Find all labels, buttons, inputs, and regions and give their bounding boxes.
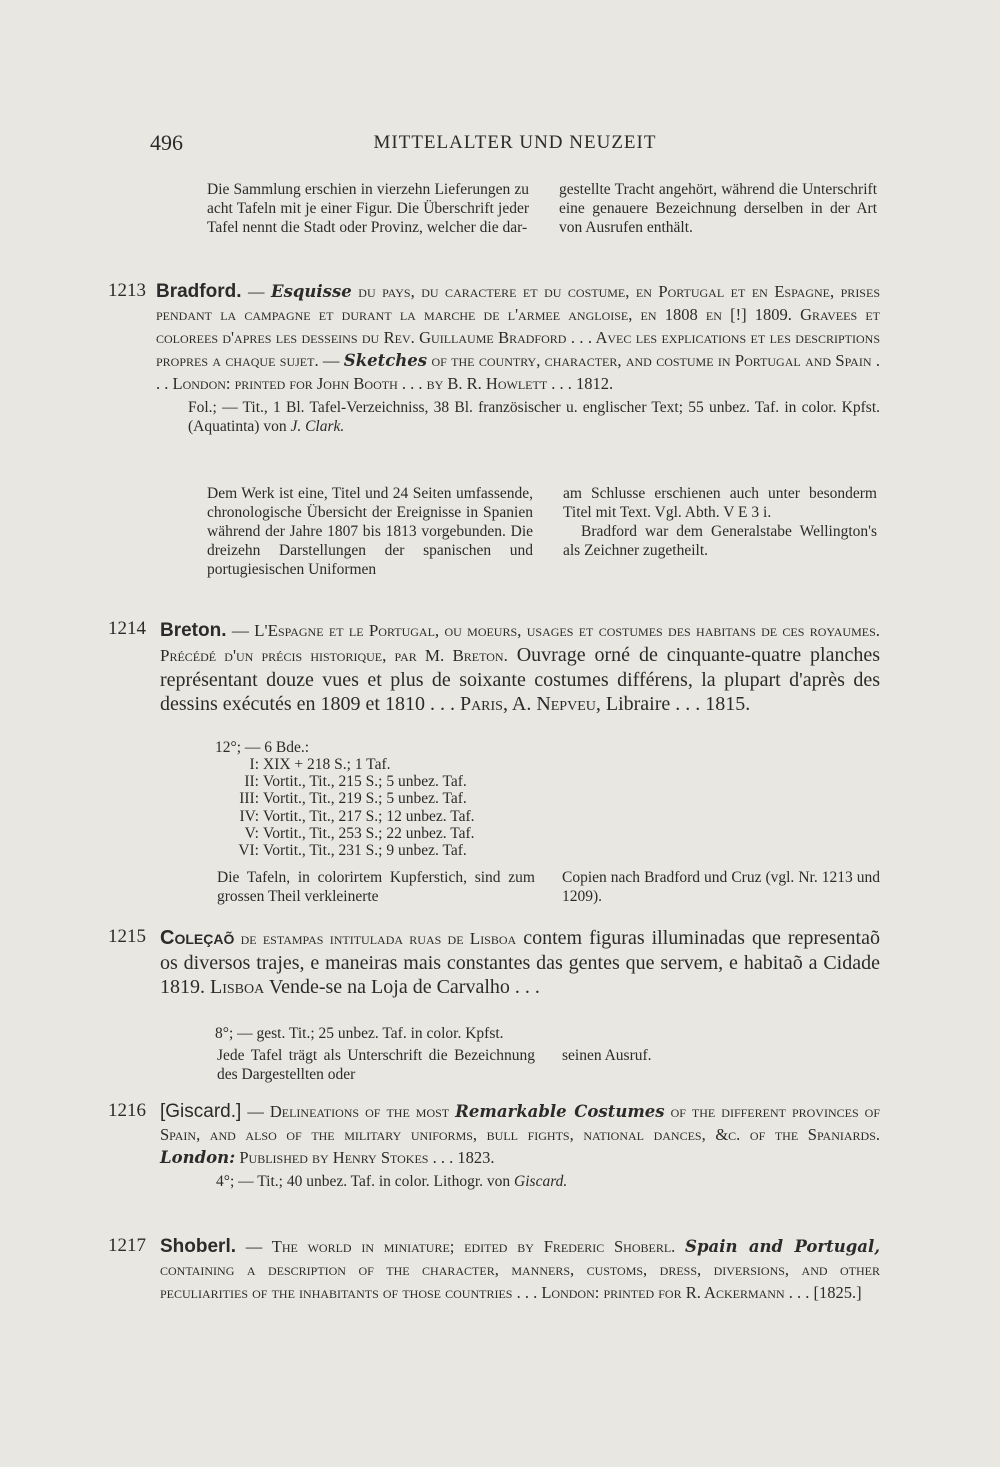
volume-row: V: Vortit., Tit., 253 S.; 22 unbez. Taf.: [244, 824, 475, 842]
note-left: Dem Werk ist eine, Titel und 24 Seiten umfassende, chronologische Übersicht der Ereignisse in Spanien während der Jahre 1807 bis 1813 vorgebunden. Die dreizehn Darstellungen der spanischen und portugiesischen Uniformen: [207, 485, 533, 578]
intro-left: Die Sammlung erschien in vierzehn Lieferungen zu acht Tafeln mit je einer Figur. Die Überschrift jeder Tafel nennt die Stadt oder Provinz, welcher die dar-: [207, 181, 529, 236]
title-word: Coleçaõ: [160, 927, 235, 949]
entry-1214-notes: [217, 868, 880, 906]
entry-title: Coleçaõ de estampas intitulada ruas de Lisboa contem figuras illuminadas que representaõ os diversos trajes, e maneiras mais constantes das gentes que servem, e habitaõ a Cidade 1819. Lisboa Vende-se na Loja de Carvalho . . .: [160, 927, 880, 998]
blackletter-word: Esquisse: [271, 282, 352, 301]
note-left: Jede Tafel trägt als Unterschrift die Bezeichnung des Dargestellten oder: [217, 1047, 535, 1083]
entry-number: 1213: [108, 280, 146, 301]
entry-1213: [108, 280, 880, 436]
note-right: am Schlusse erschienen auch unter besonderm Titel mit Text. Vgl. Abth. V E 3 i.: [563, 485, 877, 521]
entry-1215-notes: [217, 1046, 880, 1084]
page-number: 496: [150, 130, 183, 155]
note-left: Die Tafeln, in colorirtem Kupferstich, sind zum grossen Theil verkleinerte: [217, 869, 535, 905]
volume-list: [213, 756, 475, 859]
intro-note: [207, 180, 877, 237]
collation: Fol.; — Tit., 1 Bl. Tafel-Verzeichniss, 38 Bl. französischer u. englischer Text; 55 unbez. Taf. in color. Kpfst. (Aquatinta) von J. Clark.: [188, 399, 880, 435]
blackletter-word: Remarkable Costumes: [455, 1102, 665, 1121]
entry-number: 1216: [108, 1100, 146, 1121]
entry-number: 1215: [108, 926, 146, 947]
running-header: [150, 130, 880, 160]
volume-row: II: Vortit., Tit., 215 S.; 5 unbez. Taf.: [244, 773, 467, 791]
entry-title: Breton. — L'Espagne et le Portugal, ou moeurs, usages et costumes des habitans de ces royaumes. Précédé d'un précis historique, par M. Breton. Ouvrage orné de cinquante-quatre planches représentant douze vues et plus de soixante costumes différens, la plupart d'après des dessins exécutés en 1809 et 1810 . . . Paris, A. Nepveu, Libraire . . . 1815.: [160, 620, 880, 715]
entry-1214: [108, 618, 880, 716]
blackletter-word: London:: [160, 1148, 236, 1167]
author-name: Breton.: [160, 620, 227, 641]
blackletter-word: Sketches: [343, 351, 428, 370]
blackletter-word: Spain and Portugal,: [685, 1237, 880, 1256]
entry-title: [Giscard.] — Delineations of the most Remarkable Costumes of the different provinces of Spain, and also of the military uniforms, bull fights, national dances, &c. of the Spaniards. London: Published by Henry Stokes . . . 1823.: [160, 1101, 880, 1167]
author-name: [Giscard.]: [160, 1101, 242, 1122]
entry-1215: [108, 926, 880, 999]
entry-number: 1214: [108, 618, 146, 639]
entry-1213-notes: [207, 484, 877, 579]
note-right: Copien nach Bradford und Cruz (vgl. Nr. 1213 und 1209).: [562, 869, 880, 905]
running-title: MITTELALTER UND NEUZEIT: [373, 132, 657, 153]
collation: 8°; — gest. Tit.; 25 unbez. Taf. in color. Kpfst.: [215, 1025, 504, 1042]
entry-title: Bradford. — Esquisse du pays, du caractere et du costume, en Portugal et en Espagne, prises pendant la campagne et durant la marche de l'armee angloise, en 1808 en [!] 1809. Gravees et colorees d'apres les desseins du Rev. Guillaume Bradford . . . Avec les explications et les descriptions propres a chaque sujet. — Sketches of the country, character, and costume in Portugal and Spain . . . London: printed for John Booth . . . by B. R. Howlett . . . 1812.: [156, 281, 880, 393]
volume-row: IV: Vortit., Tit., 217 S.; 12 unbez. Taf.: [239, 807, 475, 825]
author-name: Shoberl.: [160, 1236, 237, 1257]
entry-1217: [108, 1235, 880, 1304]
author-name: Bradford.: [156, 281, 242, 302]
note-right-2: Bradford war dem Generalstabe Wellington's als Zeichner zugetheilt.: [563, 523, 877, 559]
volume-row: I: XIX + 218 S.; 1 Taf.: [249, 756, 391, 773]
entry-1216: [108, 1100, 880, 1191]
entry-title: Shoberl. — The world in miniature; edited by Frederic Shoberl. Spain and Portugal, containing a description of the character, manners, customs, dress, diversions, and other peculiarities of the inhabitants of those countries . . . London: printed for R. Ackermann . . . [1825.]: [160, 1236, 880, 1302]
note-right: seinen Ausruf.: [562, 1047, 652, 1064]
collation: 4°; — Tit.; 40 unbez. Taf. in color. Lithogr. von Giscard.: [216, 1173, 568, 1190]
volume-row: III: Vortit., Tit., 219 S.; 5 unbez. Taf.: [239, 790, 467, 808]
entry-number: 1217: [108, 1235, 146, 1256]
collation: 12°; — 6 Bde.:: [215, 739, 310, 756]
intro-right: gestellte Tracht angehört, während die Unterschrift eine genauere Bezeichnung derselben in der Art von Ausrufen enthält.: [559, 181, 877, 236]
volume-row: VI: Vortit., Tit., 231 S.; 9 unbez. Taf.: [238, 842, 467, 860]
